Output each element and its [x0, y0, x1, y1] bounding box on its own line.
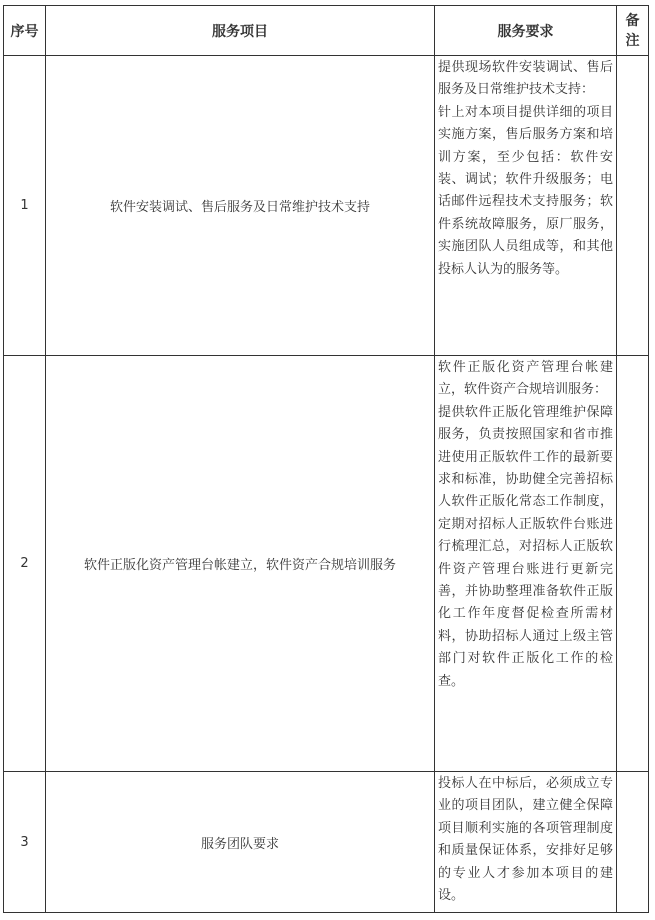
- row-item: 软件安装调试、售后服务及日常维护技术支持: [46, 56, 435, 356]
- header-num: 序号: [4, 6, 46, 56]
- row-note: [617, 772, 649, 913]
- row-num: 3: [4, 772, 46, 913]
- header-item: 服务项目: [46, 6, 435, 56]
- table-row: [4, 56, 649, 356]
- req-body: 投标人在中标后，必须成立专业的项目团队，建立健全保障项目顺利实施的各项管理制度和质量保证体系，安排好足够的专业人才参加本项目的建设。: [438, 776, 613, 904]
- header-note: [617, 6, 649, 56]
- table-row: [4, 772, 649, 913]
- table-row: [4, 356, 649, 772]
- service-table: [3, 5, 649, 913]
- req-body: 针上对本项目提供详细的项目实施方案，售后服务方案和培训方案，至少包括：软件安装、调试；软件升级服务；电话邮件远程技术支持服务；软件系统故障服务，原厂服务，实施团队人员组成等，和其他投标人认为的服务等。: [438, 104, 613, 277]
- req-title: 软件正版化资产管理台帐建立，软件资产合规培训服务：: [438, 360, 613, 398]
- header-note-line2: 注: [625, 32, 640, 49]
- header-req: 服务要求: [435, 6, 617, 56]
- row-item: 服务团队要求: [46, 772, 435, 913]
- row-item: 软件正版化资产管理台帐建立，软件资产合规培训服务: [46, 356, 435, 772]
- row-req: [435, 56, 617, 356]
- header-note-line1: 备: [625, 12, 640, 29]
- row-num: 2: [4, 356, 46, 772]
- req-title: 提供现场软件安装调试、售后服务及日常维护技术支持：: [438, 60, 613, 98]
- req-body: 提供软件正版化管理维护保障服务，负责按照国家和省市推进使用正版软件工作的最新要求和标准，协助健全完善招标人软件正版化常态工作制度，定期对招标人正版软件台账进行梳理汇总，对招标人正版软件资产管理台账进行更新完善，并协助整理准备软件正版化工作年度督促检查所需材料，协助招标人通过上级主管部门对软件正版化工作的检查。: [438, 404, 613, 689]
- row-req: [435, 772, 617, 913]
- row-note: [617, 56, 649, 356]
- row-note: [617, 356, 649, 772]
- row-req: [435, 356, 617, 772]
- row-num: 1: [4, 56, 46, 356]
- header-row: [4, 6, 649, 56]
